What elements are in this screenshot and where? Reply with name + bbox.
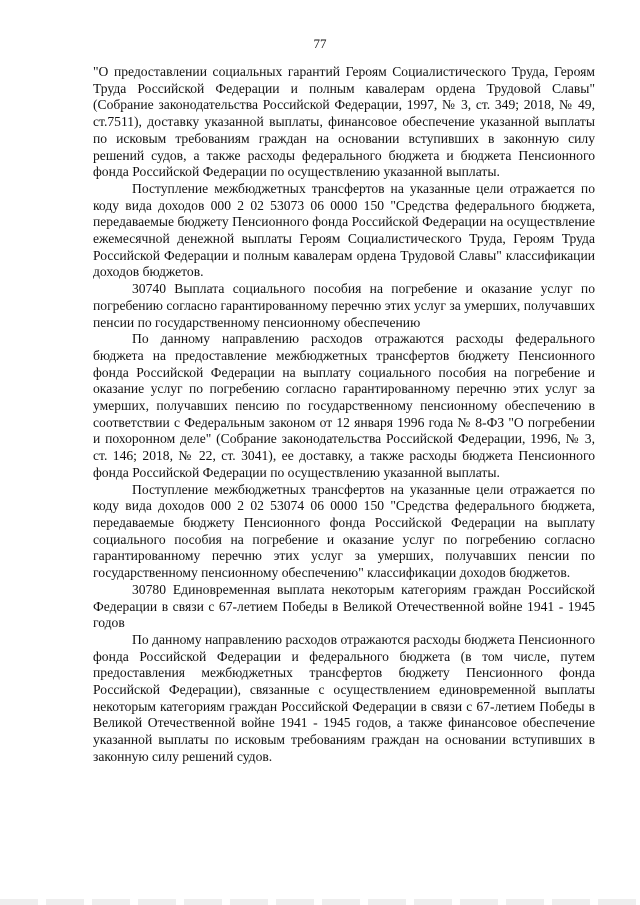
scan-bottom-edge [0, 899, 640, 905]
paragraph-law-reference-continuation: "О предоставлении социальных гарантий Героям Социалистического Труда, Героям Труда Российской Федерации и полным кавалерам ордена Трудовой Славы" (Собрание законодательства Российской Федерации, 1997, № 3, ст. 349; 2018, № 49, ст.7511), доставку указанной выплаты, финансовое обеспечение указанной выплаты по исковым требованиям граждан на основании вступивших в законную силу решений судов, а также расходы федерального бюджета и бюджета Пенсионного фонда Российской Федерации по осуществлению указанной выплаты. [93, 64, 595, 180]
body-text [93, 64, 595, 766]
heading-30780-victory-anniversary-payment: 30780 Единовременная выплата некоторым категориям граждан Российской Федерации в связи с 67-летием Победы в Великой Отечественной войне 1941 - 1945 годов [93, 581, 595, 631]
paragraph-victory-anniversary-expenses: По данному направлению расходов отражаются расходы бюджета Пенсионного фонда Российской Федерации и федерального бюджета (в том числе, путем предоставления межбюджетных трансфертов бюджету Пенсионного фонда Российской Федерации), связанные с осуществлением единовременной выплаты некоторым категориям граждан Российской Федерации в связи с 67-летием Победы в Великой Отечественной войне 1941 - 1945 годов, а также финансовое обеспечение указанной выплаты по исковым требованиям граждан на основании вступивших в законную силу решений судов. [93, 631, 595, 764]
page-number: 77 [313, 36, 327, 51]
heading-30740-burial-allowance: 30740 Выплата социального пособия на погребение и оказание услуг по погребению согласно гарантированному перечню этих услуг за умерших, получавших пенсии по государственному пенсионному обеспечению [93, 281, 595, 330]
paragraph-transfer-income-code-53074: Поступление межбюджетных трансфертов на указанные цели отражается по коду вида доходов 000 2 02 53074 06 0000 150 "Средства федерального бюджета, передаваемые бюджету Пенсионного фонда Российской Федерации на выплату социального пособия на погребение и оказание услуг по погребению согласно гарантированному перечню этих услуг за умерших, получавших пенсии по государственному пенсионному обеспечению" классификации доходов бюджетов. [93, 481, 595, 581]
paragraph-transfer-income-code-53073: Поступление межбюджетных трансфертов на указанные цели отражается по коду вида доходов 000 2 02 53073 06 0000 150 "Средства федерального бюджета, передаваемые бюджету Пенсионного фонда Российской Федерации на осуществление ежемесячной денежной выплаты Героям Социалистического Труда, Героям Труда Российской Федерации и полным кавалерам ордена Трудовой Славы" классификации доходов бюджетов. [93, 180, 595, 280]
paragraph-burial-allowance-expenses: По данному направлению расходов отражаются расходы федерального бюджета на предоставление межбюджетных трансфертов бюджету Пенсионного фонда Российской Федерации на выплату социального пособия на погребение и оказание услуг по погребению согласно гарантированному перечню этих услуг за умерших, получавших пенсию по государственному пенсионному обеспечению в соответствии с Федеральным законом от 12 января 1996 года № 8-ФЗ "О погребении и похоронном деле" (Собрание законодательства Российской Федерации, 1996, № 3, ст. 146; 2018, № 22, ст. 3041), ее доставку, а также расходы бюджета Пенсионного фонда Российской Федерации по осуществлению указанной выплаты. [93, 331, 595, 480]
